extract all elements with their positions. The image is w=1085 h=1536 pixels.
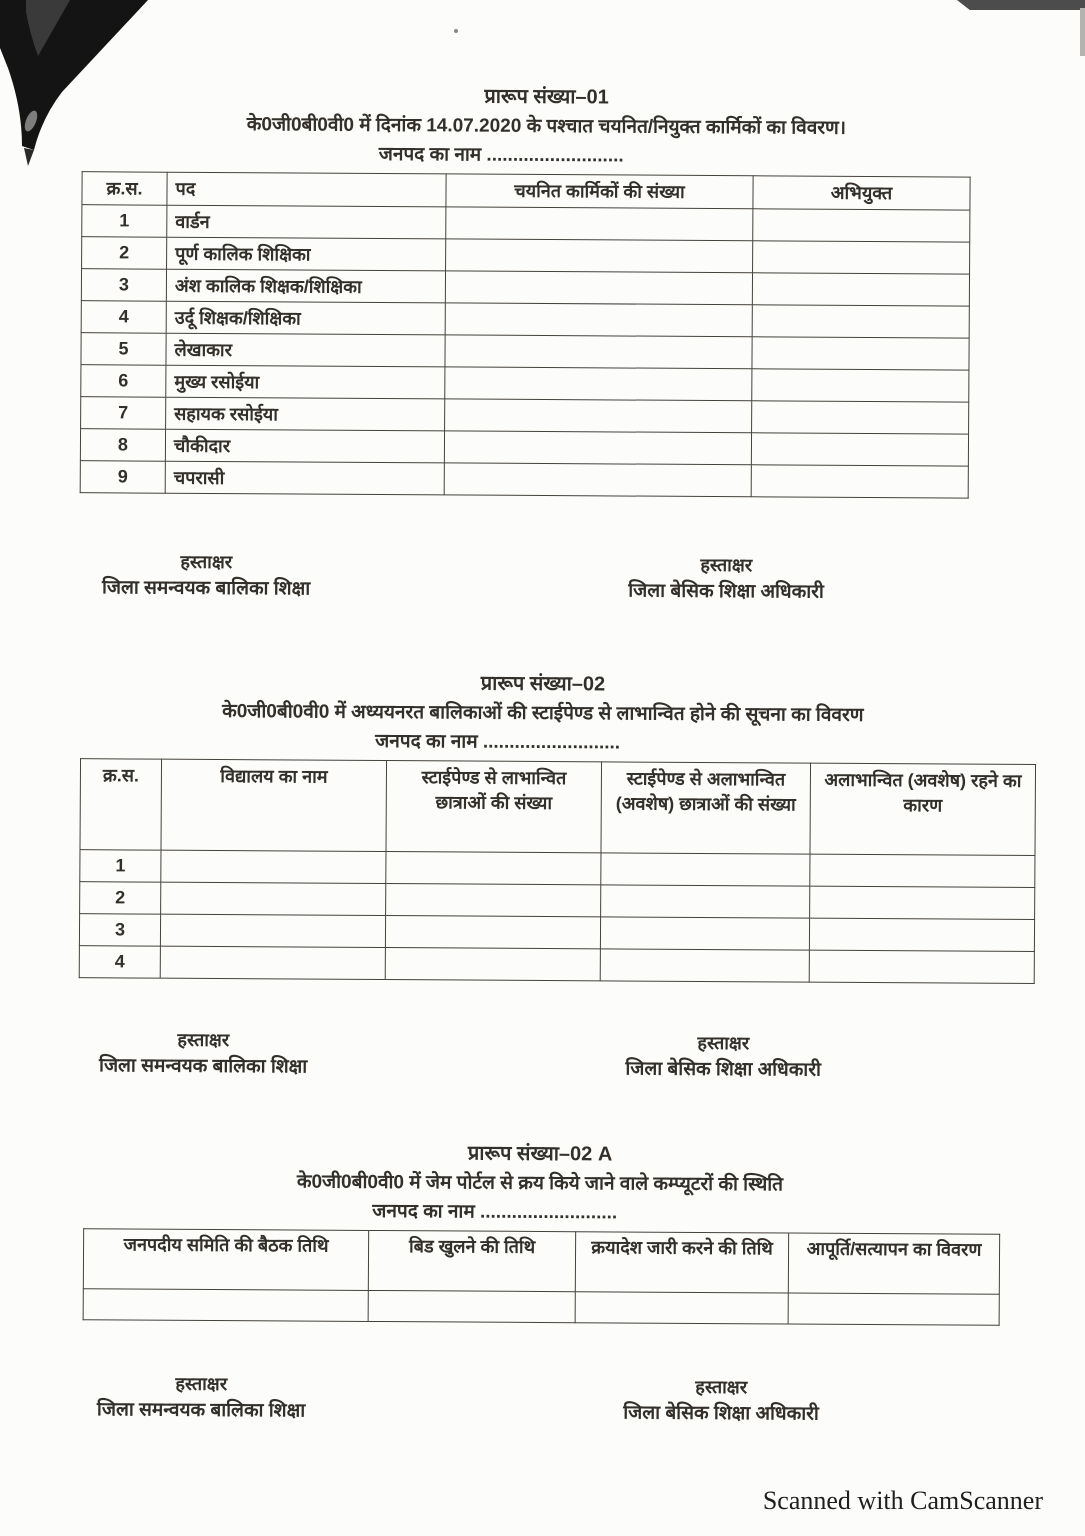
- form1-header-remark: अभियुक्त: [753, 176, 970, 210]
- form3-table: [83, 1228, 1001, 1326]
- table-row: [81, 365, 969, 402]
- empty-cell: [446, 207, 753, 241]
- post-cell: लेखाकार: [166, 333, 445, 367]
- empty-cell: [445, 303, 752, 337]
- form1-header-count: चयनित कार्मिकों की संख्या: [446, 174, 753, 209]
- empty-cell: [752, 305, 969, 338]
- form2-signature-left: [78, 1026, 328, 1082]
- form1-signature-left: [81, 548, 331, 604]
- form3-header-supply-detail: आपूर्ति/सत्यापन का विवरण: [788, 1233, 999, 1294]
- post-cell: सहायक रसोईया: [166, 397, 445, 431]
- signature-label: हस्ताक्षर: [697, 1032, 750, 1054]
- empty-cell: [753, 241, 970, 274]
- signatory-title: जिला बेसिक शिक्षा अधिकारी: [625, 1058, 822, 1081]
- empty-cell: [575, 1292, 788, 1324]
- form2-subtitle: के0जी0बी0वी0 में अध्ययनरत बालिकाओं की स्टाईपेण्ड से लाभान्वित होने की सूचना का विवरण: [222, 701, 864, 726]
- empty-cell: [160, 946, 385, 979]
- sno-cell: 9: [80, 461, 165, 494]
- form1-signature-row: [1, 548, 1085, 609]
- table-row: [81, 301, 969, 338]
- post-cell: चौकीदार: [165, 429, 444, 463]
- table-row: [79, 946, 1034, 984]
- table-row: [81, 333, 969, 370]
- form1-header-post: पद: [167, 172, 446, 207]
- post-cell: मुख्य रसोईया: [166, 365, 445, 399]
- form2-header-benefited: स्टाईपेण्ड से लाभान्वित छात्राओं की संख्या: [386, 761, 602, 853]
- table-row: [82, 237, 970, 274]
- empty-cell: [810, 886, 1035, 919]
- empty-cell: [444, 431, 751, 465]
- form3-header-order-date: क्रयादेश जारी करने की तिथि: [575, 1232, 788, 1293]
- empty-cell: [161, 850, 386, 883]
- form1-signature-right: [601, 551, 851, 607]
- empty-cell: [445, 367, 752, 401]
- post-cell: चपरासी: [165, 461, 444, 495]
- signature-label: हस्ताक्षर: [177, 1029, 230, 1051]
- form3-subtitle: के0जी0बी0वी0 में जेम पोर्टल से क्रय किये जाने वाले कम्प्यूटरों की स्थिति: [296, 1171, 784, 1196]
- sno-cell: 5: [81, 333, 166, 366]
- signatory-title: जिला समन्वयक बालिका शिक्षा: [98, 1055, 308, 1078]
- sno-cell: 7: [81, 397, 166, 430]
- table-row: [83, 1289, 999, 1326]
- form2-signature-row: [0, 1026, 1083, 1087]
- form1-header-sno: क्र.स.: [82, 172, 167, 206]
- signature-label: हस्ताक्षर: [180, 551, 233, 573]
- empty-cell: [386, 852, 601, 885]
- form2-header-row: [80, 759, 1036, 856]
- empty-cell: [809, 918, 1034, 951]
- post-cell: वार्डन: [167, 205, 446, 239]
- empty-cell: [751, 465, 968, 498]
- empty-cell: [788, 1293, 999, 1325]
- signatory-title: जिला बेसिक शिक्षा अधिकारी: [623, 1402, 819, 1425]
- empty-cell: [752, 273, 969, 306]
- empty-cell: [601, 853, 810, 886]
- table-row: [82, 205, 970, 242]
- empty-cell: [446, 239, 753, 273]
- form1-title: प्रारूप संख्या–01: [484, 85, 609, 109]
- empty-cell: [810, 854, 1035, 887]
- sno-cell: 3: [79, 914, 160, 946]
- sno-cell: 4: [79, 946, 160, 978]
- sno-cell: 2: [80, 882, 161, 914]
- form2-header-school: विद्यालय का नाम: [161, 759, 387, 851]
- empty-cell: [386, 884, 601, 917]
- pen-artifact: [0, 0, 220, 200]
- form2-title: प्रारूप संख्या–02: [480, 672, 606, 696]
- post-cell: अंश कालिक शिक्षक/शिक्षिका: [166, 269, 445, 303]
- form3-header-bid-date: बिड खुलने की तिथि: [368, 1230, 575, 1291]
- empty-cell: [601, 885, 810, 918]
- signature-label: हस्ताक्षर: [700, 554, 753, 576]
- empty-cell: [753, 209, 970, 242]
- camscanner-watermark: Scanned with CamScanner: [762, 1486, 1043, 1515]
- empty-cell: [160, 914, 385, 947]
- empty-cell: [385, 948, 600, 981]
- signature-label: हस्ताक्षर: [175, 1373, 228, 1395]
- post-cell: पूर्ण कालिक शिक्षिका: [167, 237, 446, 271]
- signature-label: हस्ताक्षर: [695, 1376, 748, 1398]
- sno-cell: 1: [80, 850, 161, 882]
- signatory-title: जिला बेसिक शिक्षा अधिकारी: [628, 580, 824, 603]
- empty-cell: [752, 337, 969, 370]
- form3-title: प्रारूप संख्या–02 A: [467, 1142, 613, 1166]
- form1-subtitle: के0जी0बी0वी0 में दिनांक 14.07.2020 के पश्चात चयनित/नियुक्त कार्मिकों का विवरण।: [246, 114, 847, 139]
- empty-cell: [445, 271, 752, 305]
- form1-table: [80, 171, 971, 498]
- empty-cell: [385, 916, 600, 949]
- form2-header-unbenefited: स्टाईपेण्ड से अलाभान्वित (अवशेष) छात्राओं की संख्या: [601, 762, 811, 854]
- sno-cell: 4: [81, 301, 166, 334]
- empty-cell: [368, 1290, 575, 1322]
- empty-cell: [600, 949, 809, 982]
- empty-cell: [752, 369, 969, 402]
- table-row: [80, 461, 968, 498]
- empty-cell: [445, 399, 752, 433]
- form3-header-committee-date: जनपदीय समिति की बैठक तिथि: [83, 1229, 368, 1291]
- sno-cell: 8: [80, 429, 165, 462]
- form3-header-row: [83, 1229, 999, 1295]
- empty-cell: [751, 433, 968, 466]
- form2-district-line: जनपद का नाम ..........................: [375, 730, 621, 754]
- sno-cell: 6: [81, 365, 166, 398]
- form2-table: [79, 758, 1036, 984]
- empty-cell: [83, 1289, 368, 1322]
- table-row: [80, 429, 968, 466]
- sno-cell: 2: [82, 237, 167, 270]
- empty-cell: [752, 401, 969, 434]
- form1-district-line: जनपद का नाम ..........................: [378, 143, 624, 167]
- sno-cell: 1: [82, 205, 167, 238]
- post-cell: उर्दू शिक्षक/शिक्षिका: [166, 301, 445, 335]
- empty-cell: [809, 950, 1034, 983]
- form2-signature-right: [598, 1029, 848, 1085]
- form2-header-reason: अलाभान्वित (अवशेष) रहने का कारण: [810, 763, 1036, 855]
- empty-cell: [445, 335, 752, 369]
- form3-district-line: जनपद का नाम ..........................: [372, 1200, 618, 1224]
- sno-cell: 3: [81, 269, 166, 302]
- empty-cell: [161, 882, 386, 915]
- signatory-title: जिला समन्वयक बालिका शिक्षा: [101, 577, 311, 600]
- table-row: [81, 397, 969, 434]
- table-row: [81, 269, 969, 306]
- form2-header-sno: क्र.स.: [80, 759, 162, 850]
- signatory-title: जिला समन्वयक बालिका शिक्षा: [96, 1399, 306, 1422]
- empty-cell: [444, 463, 751, 497]
- form3-signature-row: [0, 1370, 1081, 1431]
- empty-cell: [600, 917, 809, 950]
- form3-signature-left: [76, 1370, 326, 1426]
- form3-signature-right: [596, 1373, 846, 1429]
